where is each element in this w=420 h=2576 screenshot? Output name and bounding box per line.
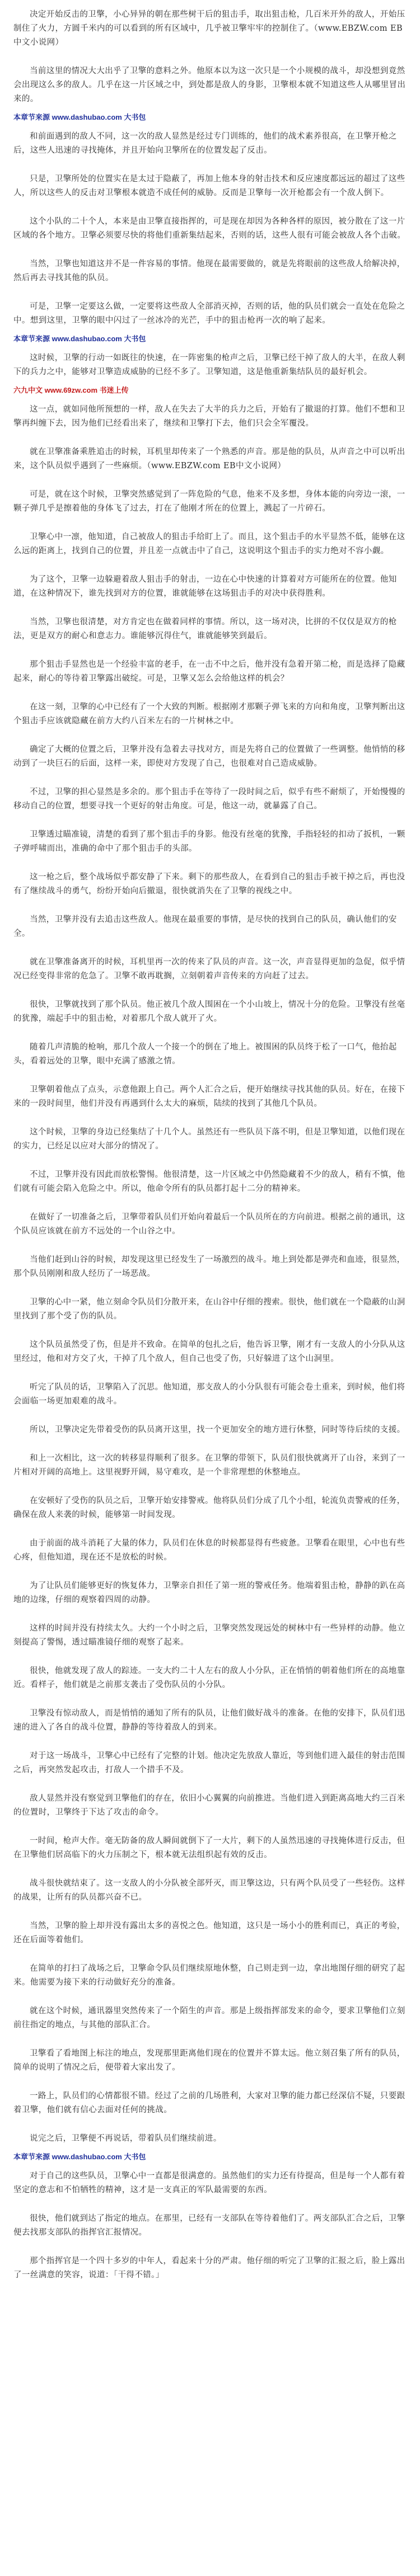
paragraph: 卫擎心中一凛，他知道，自己被敌人的狙击手给盯上了。而且，这个狙击手的水平显然不低，能够在这么远的距离上，找到自己的位置，并且差一点就击中了自己，这说明这个狙击手的实力绝对不容小觑。	[13, 533, 405, 555]
paragraph: 卫擎看了看地图上标注的地点，发现那里距离他们现在的位置并不算太远。他立刻召集了所有的队员，简单的说明了情况之后，便带着大家出发了。	[13, 2049, 405, 2072]
paragraph: 这一枪之后，整个战场似乎都安静了下来。剩下的那些敌人，在看到自己的狙击手被干掉之后，再也没有了继续战斗的勇气，纷纷开始向后撤退，很快就消失在了卫擎的视线之中。	[13, 873, 405, 896]
paragraph: 不过，卫擎并没有因此而放松警惕。他很清楚，这一片区域之中仍然隐藏着不少的敌人，稍有不慎，他们就有可能会陷入危险之中。所以，他命令所有的队员都打起十二分的精神来。	[13, 1170, 405, 1193]
paragraph: 卫擎没有惊动敌人，而是悄悄的通知了所有的队员，让他们做好战斗的准备。在他的安排下，队员们迅速的进入了各自的战斗位置，静静的等待着敌人的到来。	[13, 1709, 405, 1732]
paragraph: 当然，卫擎也很清楚，对方肯定也在做着同样的事情。所以，这一场对决，比拼的不仅仅是双方的枪法，更是双方的耐心和意志力。谁能够沉得住气，谁就能够笑到最后。	[13, 618, 397, 641]
paragraph: 当前这里的情况大大出乎了卫擎的意料之外。他原本以为这一次只是一个小规模的战斗，却没想到竟然会出现这么多的敌人。几乎在这一片区域之中，到处都是敌人的身影，卫擎根本就不知道这些人从哪里冒出来的。	[13, 67, 406, 103]
paragraph: 当然，卫擎并没有去追击这些敌人。他现在最重要的事情，是尽快的找到自己的队员，确认他们的安全。	[13, 915, 397, 938]
paragraph: 为了这个，卫擎一边躲避着敌人狙击手的射击，一边在心中快速的计算着对方可能所在的位置。他知道，在这种情况下，谁先找到对方的位置，谁就能够在这场狙击手的对决中获得胜利。	[13, 575, 397, 598]
source-watermark: 六九中文 www.69zw.com 书迷上传	[13, 386, 129, 394]
paragraph: 卫擎透过瞄准镜，清楚的看到了那个狙击手的身影。他没有丝毫的犹豫，手指轻轻的扣动了扳机，一颗子弹呼啸而出，准确的命中了那个狙击手的头部。	[13, 830, 405, 853]
paragraph: 就在卫擎准备离开的时候，耳机里再一次的传来了队员的声音。这一次，声音显得更加的急促，似乎情况已经变得非常的危急了。卫擎不敢再耽搁，立刻朝着声音传来的方向赶了过去。	[13, 958, 405, 981]
paragraph: 一时间，枪声大作。毫无防备的敌人瞬间就倒下了一大片，剩下的人虽然迅速的寻找掩体进行反击，但在卫擎他们居高临下的火力压制之下，根本就无法组织起有效的反击。	[13, 1836, 405, 1859]
paragraph: 对于自己的这些队员，卫擎心中一直都是很满意的。虽然他们的实力还有待提高，但是每一个人都有着坚定的意志和不怕牺牲的精神，这才是一支真正的军队最需要的东西。	[13, 2172, 405, 2194]
paragraph: 对于这一场战斗，卫擎心中已经有了完整的计划。他决定先放敌人靠近，等到他们进入最佳的射击范围之后，再突然发起攻击，打敌人一个措手不及。	[13, 1751, 405, 1774]
paragraph: 这样的时间并没有持续太久。大约一个小时之后，卫擎突然发现远处的树林中有一些异样的动静。他立刻提高了警惕，透过瞄准镜仔细的观察了起来。	[13, 1624, 405, 1647]
paragraph: 就在卫擎准备乘胜追击的时候，耳机里却传来了一个熟悉的声音。那是他的队员，从声音之中可以听出来，这个队员似乎遇到了一些麻烦。（www.EBZW.com EB中文小说网）	[13, 448, 405, 470]
paragraph: 战斗很快就结束了。这一支敌人的小分队被全部歼灭，而卫擎这边，只有两个队员受了一些轻伤。这样的战果，让所有的队员都兴奋不已。	[13, 1879, 405, 1902]
paragraph: 这个小队的二十个人，本来是由卫擎直接指挥的，可是现在却因为各种各样的原因，被分散在了这一片区域的各个地方。卫擎必须要尽快的将他们重新集结起来，否则的话，这些人很有可能会被敌人各个击破。	[13, 217, 406, 240]
paragraph: 随着几声清脆的枪响，那几个敌人一个接一个的倒在了地上。被围困的队员终于松了一口气，他抬起头，看着远处的卫擎，眼中充满了感激之情。	[13, 1043, 397, 1066]
chapter-text	[13, 8, 407, 2282]
paragraph: 说完之后，卫擎便不再说话，带着队员们继续前进。	[30, 2134, 222, 2143]
paragraph: 确定了大概的位置之后，卫擎并没有急着去寻找对方，而是先将自己的位置做了一些调整。他悄悄的移动到了一块巨石的后面，这样一来，即使对方发现了自己，也很难对自己造成威胁。	[13, 745, 405, 768]
paragraph: 很快，他们就到达了指定的地点。在那里，已经有一支部队在等待着他们了。两支部队汇合之后，卫擎便去找那支部队的指挥官汇报情况。	[13, 2214, 405, 2237]
paragraph: 和上一次相比，这一次的转移显得顺利了很多。在卫擎的带领下，队员们很快就离开了山谷，来到了一片相对开阔的高地上。这里视野开阔，易守难攻，是一个非常理想的休整地点。	[13, 1454, 405, 1477]
paragraph: 当然，卫擎的脸上却并没有露出太多的喜悦之色。他知道，这只是一场小小的胜利而已，真正的考验，还在后面等着他们。	[13, 1922, 405, 1944]
paragraph: 敌人显然并没有察觉到卫擎他们的存在，依旧小心翼翼的向前推进。当他们进入到距离高地大约三百米的位置时，卫擎终于下达了攻击的命令。	[13, 1794, 405, 1817]
paragraph: 一路上，队员们的心情都很不错。经过了之前的几场胜利，大家对卫擎的能力都已经深信不疑，只要跟着卫擎，他们就有信心去面对任何的挑战。	[13, 2092, 405, 2115]
paragraph: 在这一刻，卫擎的心中已经有了一个大致的判断。根据刚才那颗子弹飞来的方向和角度，卫擎判断出这个狙击手应该就隐藏在前方大约八百米左右的一片树林之中。	[13, 703, 405, 726]
paragraph: 当然，卫擎也知道这并不是一件容易的事情。他现在最需要做的，就是先将眼前的这些敌人给解决掉，然后再去寻找其他的队员。	[13, 260, 405, 282]
paragraph: 听完了队员的话，卫擎陷入了沉思。他知道，那支敌人的小分队很有可能会卷土重来，到时候，他们将会面临一场更加艰难的战斗。	[13, 1383, 405, 1406]
paragraph: 就在这个时候，通讯器里突然传来了一个陌生的声音。那是上级指挥部发来的命令，要求卫擎他们立刻前往指定的地点，与其他的部队汇合。	[13, 2007, 405, 2029]
paragraph: 这个队员虽然受了伤，但是并不致命。在简单的包扎之后，他告诉卫擎，刚才有一支敌人的小分队从这里经过，他和对方交了火，干掉了几个敌人，但自己也受了伤，只好躲进了这个山洞里。	[13, 1340, 405, 1363]
paragraph: 很快，卫擎就找到了那个队员。他正被几个敌人围困在一个小山坡上，情况十分的危险。卫擎没有丝毫的犹豫，端起手中的狙击枪，对着那几个敌人就开了火。	[13, 1000, 405, 1023]
paragraph: 这时候，卫擎的行动一如既往的快速，在一阵密集的枪声之后，卫擎已经干掉了敌人的大半，在敌人剩下的兵力之中，能够对卫擎造成威胁的已经不多了。卫擎知道，这是他重新集结队员的最好机会。	[13, 354, 405, 376]
paragraph: 由于前面的战斗消耗了大量的体力，队员们在休息的时候都显得有些疲惫。卫擎看在眼里，心中也有些心疼，但他知道，现在还不是放松的时候。	[13, 1539, 405, 1562]
source-watermark: 本章节来源 www.dashubao.com 大书包	[13, 335, 146, 343]
paragraph: 可是，就在这个时候，卫擎突然感觉到了一阵危险的气息，他来不及多想，身体本能的向旁边一滚，一颗子弹几乎是擦着他的身体飞了过去，打在了他刚才所在的位置上，溅起了一片碎石。	[13, 490, 405, 513]
paragraph: 可是，卫擎一定要这么做，一定要将这些敌人全部消灭掉，否则的话，他的队员们就会一直处在危险之中。想到这里，卫擎的眼中闪过了一丝冰冷的光芒，手中的狙击枪再一次的响了起来。	[13, 302, 405, 325]
paragraph: 卫擎朝着他点了点头，示意他跟上自己。两个人汇合之后，便开始继续寻找其他的队员。好在，在接下来的一段时间里，他们并没有再遇到什么太大的麻烦，陆续的找到了其他几个队员。	[13, 1085, 405, 1108]
paragraph: 这个时候，卫擎的身边已经集结了十几个人。虽然还有一些队员下落不明，但是卫擎知道，以他们现在的实力，已经足以应对大部分的情况了。	[13, 1128, 405, 1151]
paragraph: 这一点，就如同他所预想的一样，敌人在失去了大半的兵力之后，开始有了撤退的打算。他们不想和卫擎再纠缠下去，因为他们已经看出来了，继续和卫擎打下去，他们只会全军覆没。	[13, 405, 405, 428]
source-watermark: 本章节来源 www.dashubao.com 大书包	[13, 2153, 146, 2161]
paragraph: 在做好了一切准备之后，卫擎带着队员们开始向着最后一个队员所在的方向前进。根据之前的通讯，这个队员应该就在前方不远处的一个山谷之中。	[13, 1213, 405, 1236]
paragraph: 决定开始反击的卫擎，小心异异的朝在那些树干后的狙击手，取出狙击枪，几百米开外的敌人，开始压制住了火力，方圆千米内的可以看到的所有区域中，几乎被卫擎牢牢的控制住了。（www.EBZW.com EB中文小说网）	[13, 10, 405, 47]
paragraph: 那个指挥官是一个四十多岁的中年人，看起来十分的严肃。他仔细的听完了卫擎的汇报之后，脸上露出了一丝满意的笑容，说道：「干得不错。」	[13, 2257, 405, 2280]
paragraph: 卫擎的心中一紧，他立刻命令队员们分散开来，在山谷中仔细的搜索。很快，他们就在一个隐蔽的山洞里找到了那个受了伤的队员。	[13, 1298, 405, 1321]
paragraph: 为了让队员们能够更好的恢复体力，卫擎亲自担任了第一班的警戒任务。他端着狙击枪，静静的趴在高地的边缘，仔细的观察着四周的动静。	[13, 1581, 405, 1604]
paragraph: 在安顿好了受伤的队员之后，卫擎开始安排警戒。他将队员们分成了几个小组，轮流负责警戒的任务，确保在敌人来袭的时候，能够第一时间发现。	[13, 1496, 405, 1519]
paragraph: 不过，卫擎的担心显然是多余的。那个狙击手在等待了一段时间之后，似乎有些不耐烦了，开始慢慢的移动自己的位置，想要寻找一个更好的射击角度。可是，他这一动，就暴露了自己。	[13, 788, 405, 811]
paragraph: 和前面遇到的敌人不同，这一次的敌人显然是经过专门训练的，他们的战术素养很高，在卫擎开枪之后，这些人迅速的寻找掩体，并且开始向卫擎所在的位置发起了反击。	[13, 132, 397, 155]
paragraph: 在简单的打扫了战场之后，卫擎命令队员们继续原地休整，自己则走到一边，拿出地图仔细的研究了起来。他需要为接下来的行动做好充分的准备。	[13, 1964, 405, 1987]
paragraph: 很快，他就发现了敌人的踪迹。一支大约二十人左右的敌人小分队，正在悄悄的朝着他们所在的高地靠近。看样子，他们就是之前那支袭击了受伤队员的小分队。	[13, 1666, 405, 1689]
paragraph: 当他们赶到山谷的时候，却发现这里已经发生了一场激烈的战斗。地上到处都是弹壳和血迹，很显然，那个队员刚刚和敌人经历了一场恶战。	[13, 1255, 405, 1278]
source-watermark: 本章节来源 www.dashubao.com 大书包	[13, 113, 146, 121]
paragraph: 所以，卫擎决定先带着受伤的队员离开这里，找一个更加安全的地方进行休整，同时等待后续的支援。	[30, 1425, 405, 1434]
paragraph: 只是，卫擎所处的位置实在是太过于隐蔽了，再加上他本身的射击技术和反应速度都远远的超过了这些人，所以这些人的反击对卫擎根本就造不成任何的威胁。反而是卫擎每一次开枪都会有一个敌人倒下。	[13, 175, 405, 197]
paragraph: 那个狙击手显然也是一个经验丰富的老手，在一击不中之后，他并没有急着开第二枪，而是选择了隐藏起来，耐心的等待着卫擎露出破绽。可是，卫擎又怎么会给他这样的机会？	[13, 660, 405, 683]
